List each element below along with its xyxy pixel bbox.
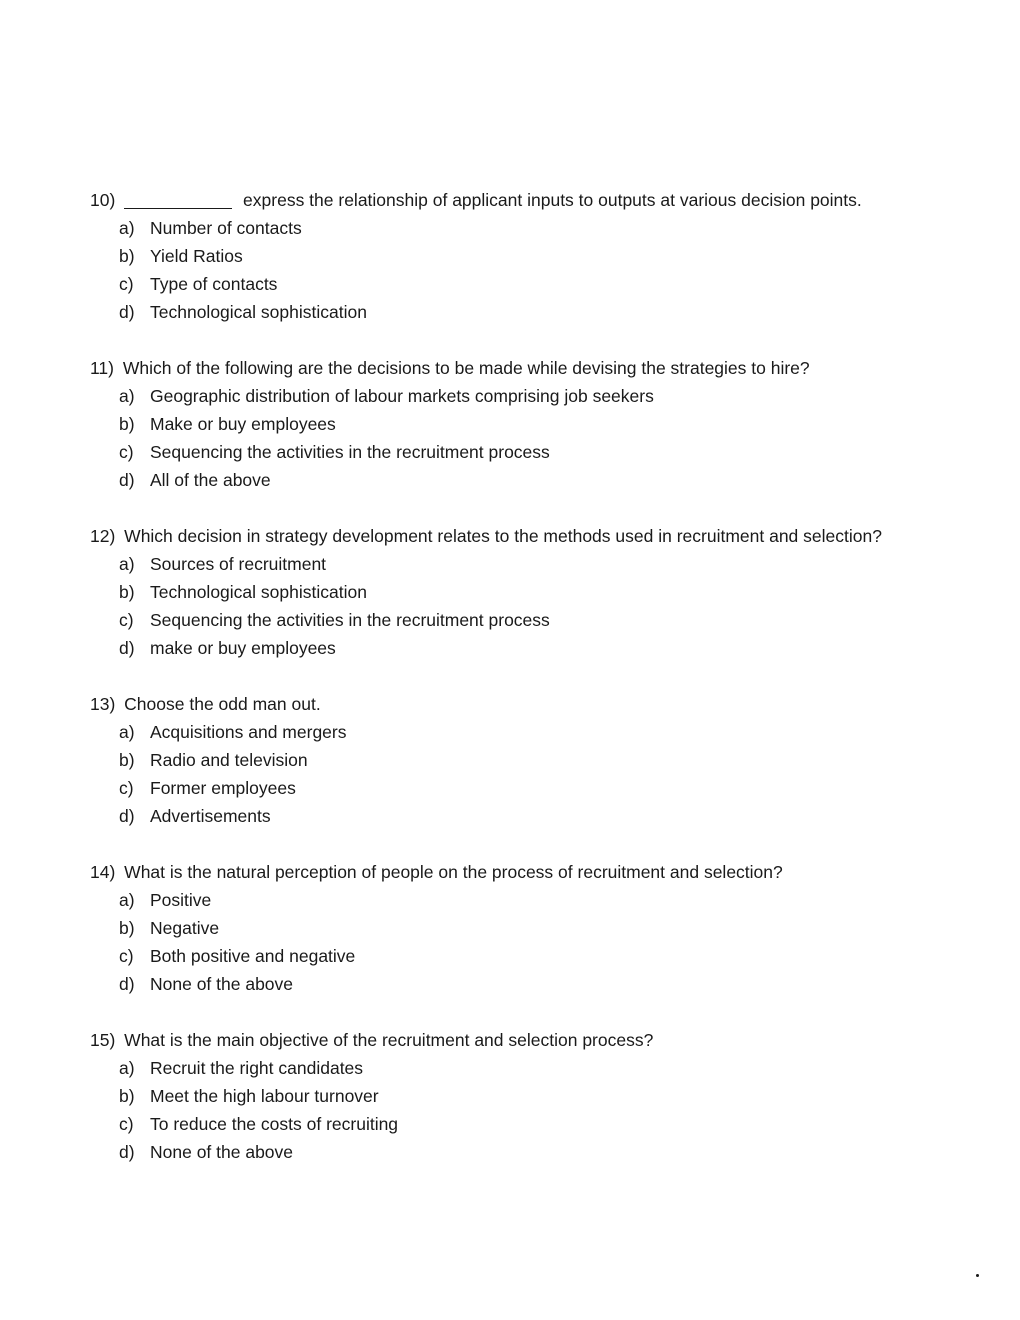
question-13 [90, 690, 970, 830]
option-letter: c) [119, 1114, 134, 1134]
option-list [90, 382, 970, 494]
question-number: 10) [90, 190, 116, 210]
question-12 [90, 522, 970, 662]
option-letter: d) [119, 974, 135, 994]
option-a [90, 718, 970, 746]
option-d [90, 298, 970, 326]
option-c [90, 438, 970, 466]
option-letter: a) [119, 554, 135, 574]
option-letter: b) [119, 918, 135, 938]
option-letter: a) [119, 1058, 135, 1078]
option-letter: c) [119, 946, 134, 966]
option-list [90, 718, 970, 830]
option-letter: a) [119, 386, 135, 406]
option-letter: a) [119, 722, 135, 742]
option-text: Advertisements [150, 806, 271, 826]
question-number: 12) [90, 526, 116, 546]
option-text: Number of contacts [150, 218, 302, 238]
option-text: make or buy employees [150, 638, 336, 658]
option-letter: c) [119, 442, 134, 462]
question-number: 14) [90, 862, 116, 882]
option-text: None of the above [150, 974, 294, 994]
option-list [90, 886, 970, 998]
option-text: Meet the high labour turnover [150, 1086, 379, 1106]
option-text: Positive [150, 890, 212, 910]
option-a [90, 1054, 970, 1082]
option-letter: d) [119, 470, 135, 490]
question-14 [90, 858, 970, 998]
option-b [90, 410, 970, 438]
option-c [90, 606, 970, 634]
option-text: Sequencing the activities in the recruitment process [150, 610, 550, 630]
option-letter: c) [119, 274, 134, 294]
question-text: What is the main objective of the recruitment and selection process? [124, 1030, 654, 1050]
option-letter: a) [119, 218, 135, 238]
option-text: Recruit the right candidates [150, 1058, 364, 1078]
option-letter: b) [119, 414, 135, 434]
option-text: Yield Ratios [150, 246, 243, 266]
option-c [90, 270, 970, 298]
option-text: Make or buy employees [150, 414, 336, 434]
option-letter: d) [119, 302, 135, 322]
question-stem [90, 186, 970, 214]
option-b [90, 914, 970, 942]
option-letter: b) [119, 750, 135, 770]
option-text: To reduce the costs of recruiting [150, 1114, 399, 1134]
option-letter: b) [119, 246, 135, 266]
option-text: None of the above [150, 1142, 294, 1162]
question-text: Choose the odd man out. [124, 694, 321, 714]
option-text: Negative [150, 918, 220, 938]
option-a [90, 886, 970, 914]
question-number: 15) [90, 1030, 116, 1050]
question-11 [90, 354, 970, 494]
option-text: Both positive and negative [150, 946, 356, 966]
option-b [90, 746, 970, 774]
option-text: Technological sophistication [150, 582, 367, 602]
option-d [90, 466, 970, 494]
option-text: Radio and television [150, 750, 308, 770]
stray-dot-mark [976, 1274, 979, 1277]
question-stem [90, 690, 970, 718]
option-text: Technological sophistication [150, 302, 367, 322]
option-text: Type of contacts [150, 274, 278, 294]
option-d [90, 802, 970, 830]
option-d [90, 1138, 970, 1166]
option-c [90, 774, 970, 802]
question-text: Which of the following are the decisions to be made while devising the strategies to hire? [122, 358, 810, 378]
option-a [90, 214, 970, 242]
fill-in-blank [124, 190, 232, 209]
option-list [90, 550, 970, 662]
question-stem [90, 858, 970, 886]
option-d [90, 970, 970, 998]
option-c [90, 942, 970, 970]
option-b [90, 242, 970, 270]
question-text: Which decision in strategy development relates to the methods used in recruitment and selection? [124, 526, 882, 546]
option-list [90, 1054, 970, 1166]
option-list [90, 214, 970, 326]
option-letter: c) [119, 778, 134, 798]
option-c [90, 1110, 970, 1138]
option-letter: c) [119, 610, 134, 630]
option-letter: d) [119, 1142, 135, 1162]
option-a [90, 550, 970, 578]
question-text: What is the natural perception of people on the process of recruitment and selection? [124, 862, 783, 882]
question-number: 11) [90, 358, 114, 378]
option-letter: a) [119, 890, 135, 910]
option-text: Sources of recruitment [150, 554, 327, 574]
option-letter: d) [119, 806, 135, 826]
option-b [90, 1082, 970, 1110]
question-15 [90, 1026, 970, 1166]
option-a [90, 382, 970, 410]
option-letter: b) [119, 582, 135, 602]
option-d [90, 634, 970, 662]
option-text: Geographic distribution of labour markets comprising job seekers [150, 386, 654, 406]
option-b [90, 578, 970, 606]
question-list [90, 186, 970, 1194]
question-stem [90, 1026, 970, 1054]
option-text: Sequencing the activities in the recruitment process [150, 442, 550, 462]
option-text: Acquisitions and mergers [150, 722, 347, 742]
question-text: express the relationship of applicant inputs to outputs at various decision points. [243, 190, 862, 210]
option-text: Former employees [150, 778, 296, 798]
question-10 [90, 186, 970, 326]
option-letter: b) [119, 1086, 135, 1106]
question-number: 13) [90, 694, 116, 714]
option-letter: d) [119, 638, 135, 658]
question-stem [90, 354, 970, 382]
option-text: All of the above [150, 470, 271, 490]
question-stem [90, 522, 970, 550]
